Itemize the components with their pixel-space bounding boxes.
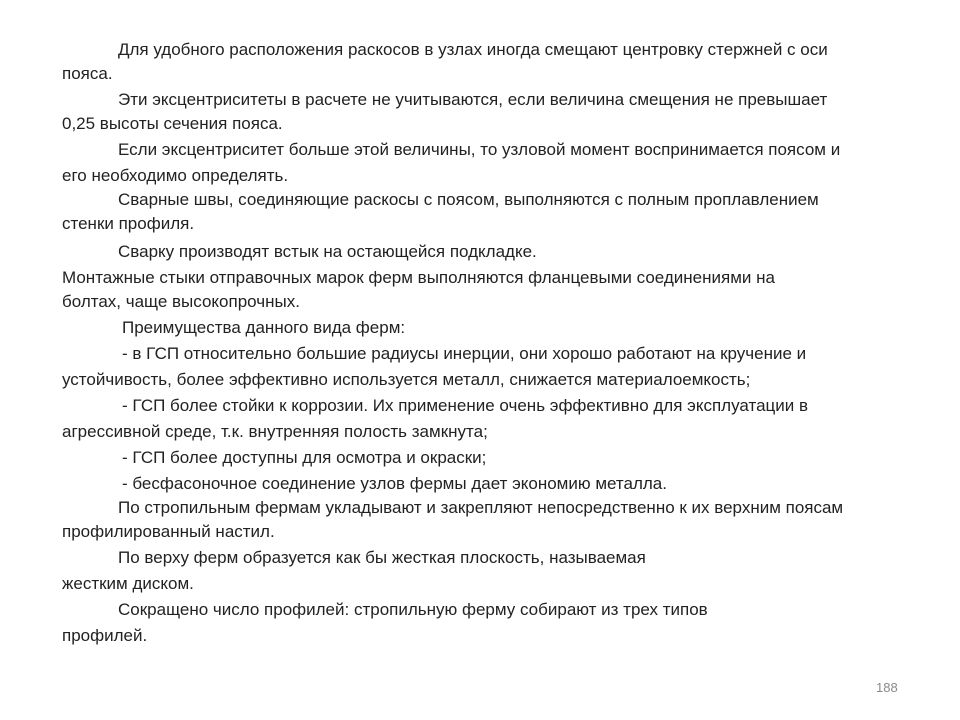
text-line: - ГСП более доступны для осмотра и окраски; (122, 448, 487, 467)
text-line: болтах, чаще высокопрочных. (62, 292, 300, 311)
text-line: - ГСП более стойки к коррозии. Их применение очень эффективно для эксплуатации в (122, 396, 809, 415)
text-line: профилей. (62, 626, 148, 645)
text-line: Сварку производят встык на остающейся подкладке. (118, 242, 537, 261)
text-line: его необходимо определять. (62, 166, 289, 185)
text-line: Монтажные стыки отправочных марок ферм выполняются фланцевыми соединениями на (62, 268, 775, 287)
page-number: 188 (876, 680, 898, 695)
text-line: Сокращено число профилей: стропильную ферму собирают из трех типов (118, 600, 708, 619)
text-line: профилированный настил. (62, 522, 275, 541)
text-line: жестким диском. (62, 574, 194, 593)
text-line: Эти эксцентриситеты в расчете не учитываются, если величина смещения не превышает (118, 90, 828, 109)
text-line: - бесфасоночное соединение узлов фермы дает экономию металла. (122, 474, 667, 493)
text-line: По стропильным фермам укладывают и закрепляют непосредственно к их верхним поясам (118, 498, 844, 517)
text-line: пояса. (62, 64, 113, 83)
text-line: По верху ферм образуется как бы жесткая плоскость, называемая (118, 548, 646, 567)
text-line: Сварные швы, соединяющие раскосы с поясом, выполняются с полным проплавлением (118, 190, 819, 209)
text-line: стенки профиля. (62, 214, 195, 233)
text-line: 0,25 высоты сечения пояса. (62, 114, 283, 133)
text-line: Преимущества данного вида ферм: (122, 318, 406, 337)
text-line: агрессивной среде, т.к. внутренняя полость замкнута; (62, 422, 488, 441)
text-line: - в ГСП относительно большие радиусы инерции, они хорошо работают на кручение и (122, 344, 807, 363)
text-line: устойчивость, более эффективно используется металл, снижается материалоемкость; (62, 370, 751, 389)
text-line: Если эксцентриситет больше этой величины, то узловой момент воспринимается поясом и (118, 140, 841, 159)
text-line: Для удобного расположения раскосов в узлах иногда смещают центровку стержней с оси (118, 40, 828, 59)
